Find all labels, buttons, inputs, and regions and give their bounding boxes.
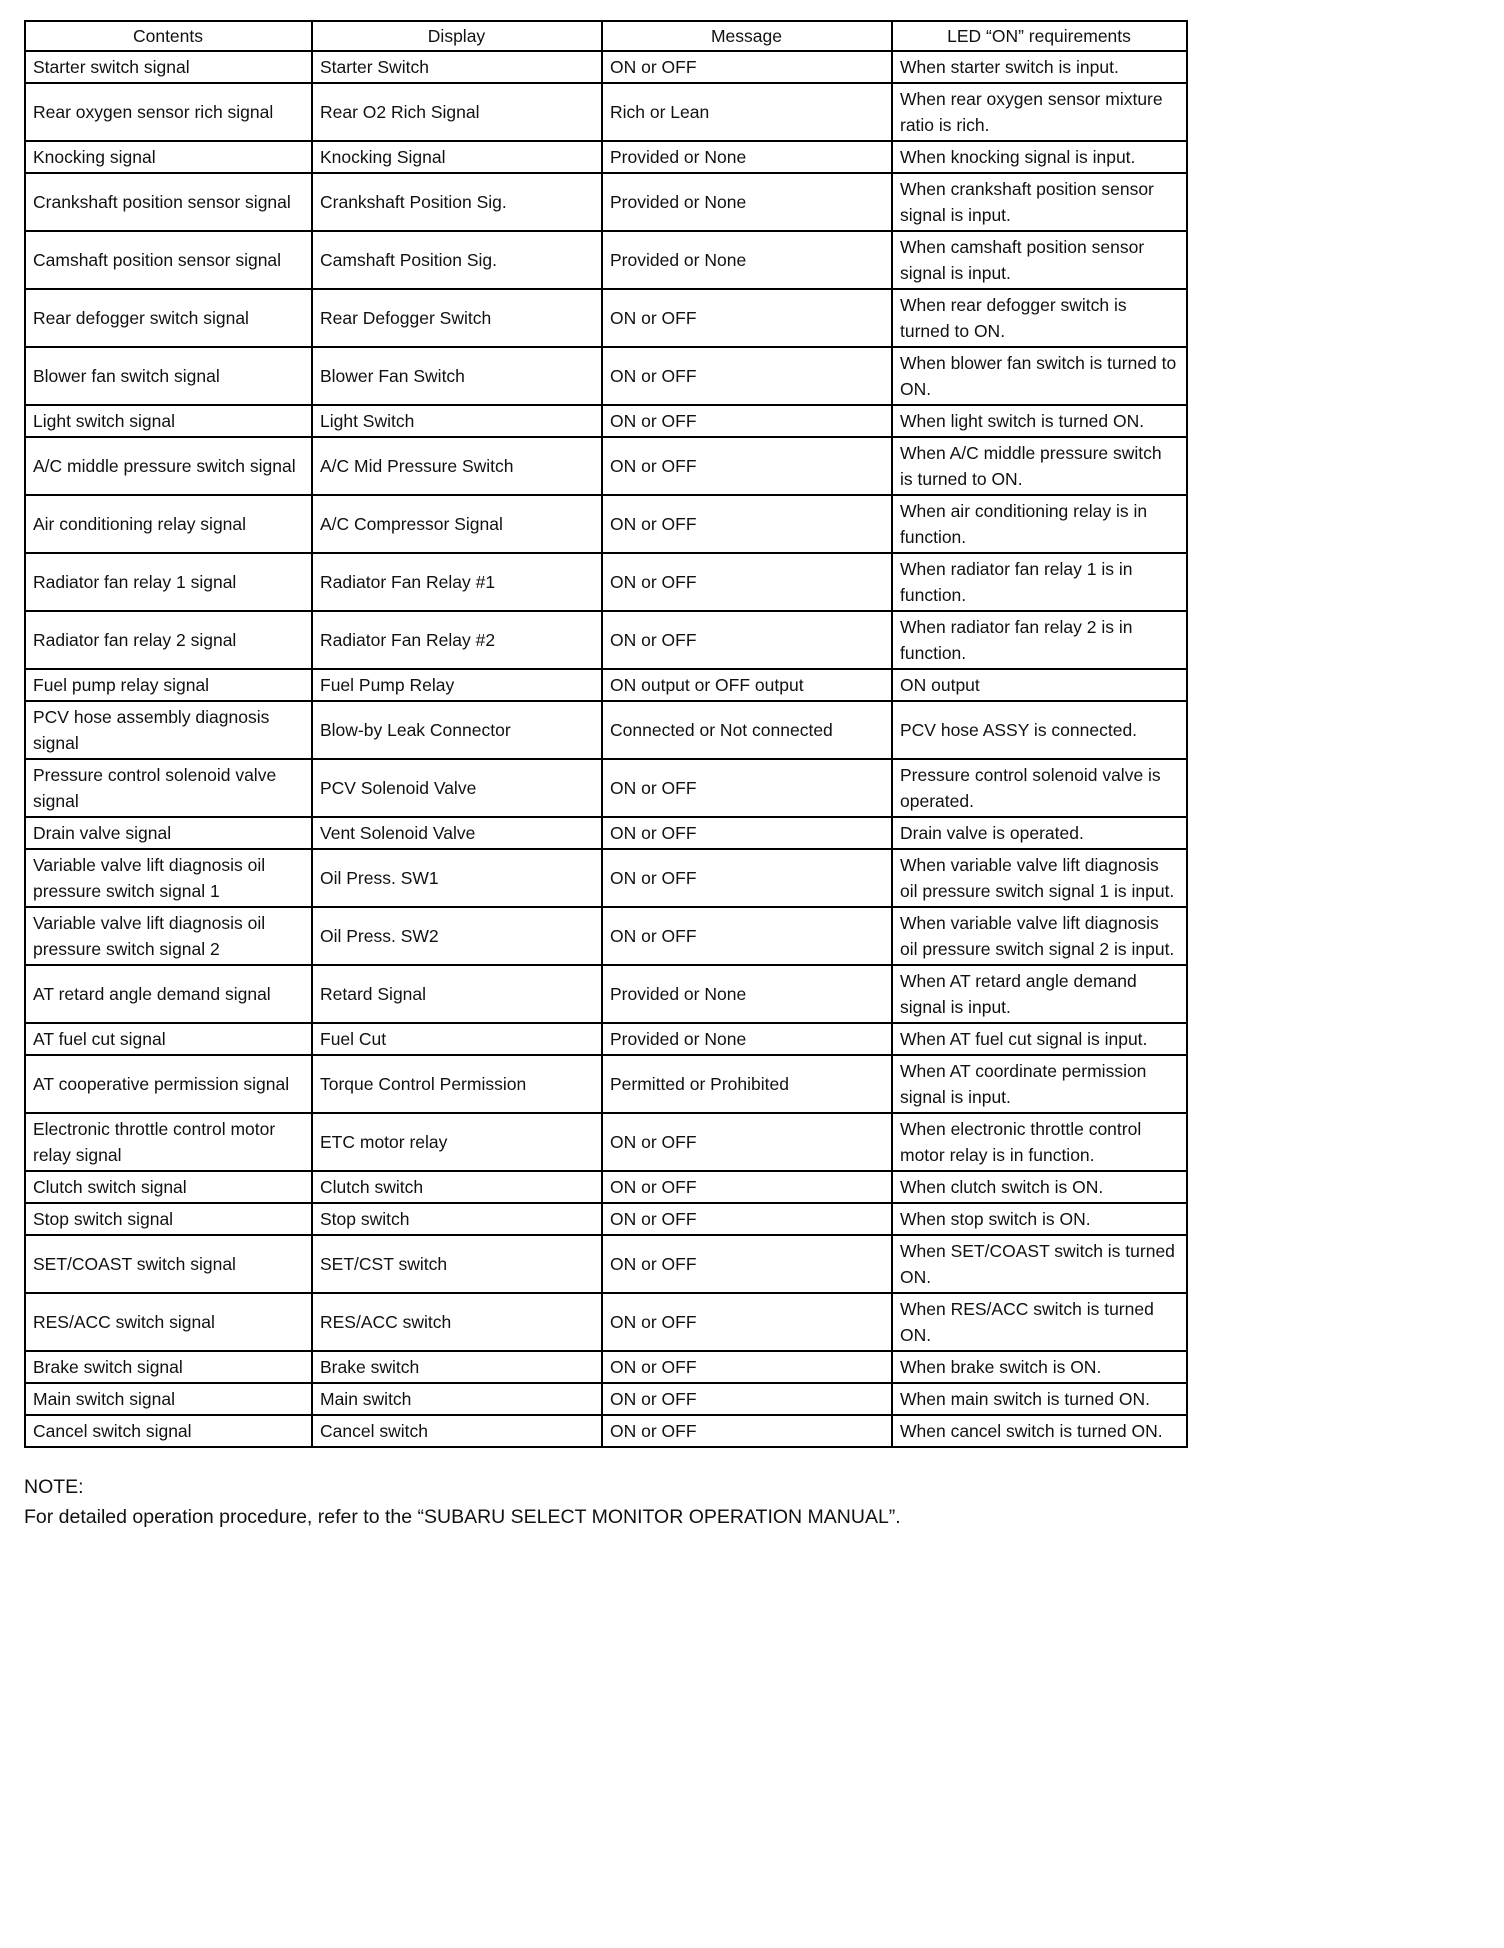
cell-contents: SET/COAST switch signal xyxy=(25,1235,312,1293)
cell-display: Fuel Cut xyxy=(312,1023,602,1055)
cell-display: Starter Switch xyxy=(312,51,602,83)
cell-message: ON or OFF xyxy=(602,1235,892,1293)
cell-led: When blower fan switch is turned to ON. xyxy=(892,347,1187,405)
cell-led: When cancel switch is turned ON. xyxy=(892,1415,1187,1447)
note-text: For detailed operation procedure, refer to the “SUBARU SELECT MONITOR OPERATION MANUAL”. xyxy=(24,1506,901,1528)
cell-led: Pressure control solenoid valve is operated. xyxy=(892,759,1187,817)
cell-display: Rear Defogger Switch xyxy=(312,289,602,347)
cell-contents: Camshaft position sensor signal xyxy=(25,231,312,289)
table-header-row xyxy=(25,21,1187,51)
cell-display: Radiator Fan Relay #2 xyxy=(312,611,602,669)
note-block xyxy=(24,1472,1504,1532)
cell-led: When rear oxygen sensor mixture ratio is rich. xyxy=(892,83,1187,141)
cell-led: When brake switch is ON. xyxy=(892,1351,1187,1383)
cell-display: Fuel Pump Relay xyxy=(312,669,602,701)
table-row xyxy=(25,1055,1187,1113)
cell-display: RES/ACC switch xyxy=(312,1293,602,1351)
cell-display: Clutch switch xyxy=(312,1171,602,1203)
cell-led: When AT fuel cut signal is input. xyxy=(892,1023,1187,1055)
cell-message: Provided or None xyxy=(602,1023,892,1055)
table-row xyxy=(25,611,1187,669)
cell-message: Provided or None xyxy=(602,173,892,231)
cell-contents: A/C middle pressure switch signal xyxy=(25,437,312,495)
table-row xyxy=(25,1203,1187,1235)
cell-led: When starter switch is input. xyxy=(892,51,1187,83)
table-row xyxy=(25,83,1187,141)
table-row xyxy=(25,437,1187,495)
cell-contents: Cancel switch signal xyxy=(25,1415,312,1447)
cell-message: ON or OFF xyxy=(602,495,892,553)
cell-led: When clutch switch is ON. xyxy=(892,1171,1187,1203)
cell-display: Blow-by Leak Connector xyxy=(312,701,602,759)
cell-contents: Air conditioning relay signal xyxy=(25,495,312,553)
cell-display: A/C Mid Pressure Switch xyxy=(312,437,602,495)
cell-display: Cancel switch xyxy=(312,1415,602,1447)
cell-message: ON or OFF xyxy=(602,51,892,83)
cell-led: When variable valve lift diagnosis oil pressure switch signal 2 is input. xyxy=(892,907,1187,965)
cell-message: ON or OFF xyxy=(602,907,892,965)
table-row xyxy=(25,849,1187,907)
table-row xyxy=(25,405,1187,437)
cell-message: Connected or Not connected xyxy=(602,701,892,759)
table-row xyxy=(25,495,1187,553)
cell-contents: Fuel pump relay signal xyxy=(25,669,312,701)
cell-display: Main switch xyxy=(312,1383,602,1415)
cell-message: ON or OFF xyxy=(602,1113,892,1171)
column-header-display: Display xyxy=(312,21,602,51)
column-header-led: LED “ON” requirements xyxy=(892,21,1187,51)
cell-led: When AT coordinate permission signal is input. xyxy=(892,1055,1187,1113)
cell-led: When A/C middle pressure switch is turned to ON. xyxy=(892,437,1187,495)
cell-display: ETC motor relay xyxy=(312,1113,602,1171)
cell-display: Torque Control Permission xyxy=(312,1055,602,1113)
cell-message: ON or OFF xyxy=(602,1351,892,1383)
table-row xyxy=(25,669,1187,701)
cell-contents: Rear oxygen sensor rich signal xyxy=(25,83,312,141)
cell-display: Stop switch xyxy=(312,1203,602,1235)
cell-message: ON or OFF xyxy=(602,289,892,347)
cell-led: When electronic throttle control motor relay is in function. xyxy=(892,1113,1187,1171)
table-row xyxy=(25,965,1187,1023)
note-label: NOTE: xyxy=(24,1476,84,1498)
cell-led: When light switch is turned ON. xyxy=(892,405,1187,437)
cell-contents: Rear defogger switch signal xyxy=(25,289,312,347)
cell-message: ON or OFF xyxy=(602,611,892,669)
cell-contents: AT fuel cut signal xyxy=(25,1023,312,1055)
table-row xyxy=(25,907,1187,965)
cell-contents: PCV hose assembly diagnosis signal xyxy=(25,701,312,759)
cell-contents: AT cooperative permission signal xyxy=(25,1055,312,1113)
cell-contents: Variable valve lift diagnosis oil pressure switch signal 2 xyxy=(25,907,312,965)
column-header-message: Message xyxy=(602,21,892,51)
cell-message: ON or OFF xyxy=(602,1415,892,1447)
table-row xyxy=(25,1351,1187,1383)
cell-contents: Knocking signal xyxy=(25,141,312,173)
table-row xyxy=(25,231,1187,289)
cell-display: PCV Solenoid Valve xyxy=(312,759,602,817)
cell-message: Permitted or Prohibited xyxy=(602,1055,892,1113)
cell-led: PCV hose ASSY is connected. xyxy=(892,701,1187,759)
table-row xyxy=(25,817,1187,849)
cell-message: ON or OFF xyxy=(602,1171,892,1203)
cell-message: Rich or Lean xyxy=(602,83,892,141)
cell-message: Provided or None xyxy=(602,231,892,289)
table-row xyxy=(25,173,1187,231)
cell-led: When radiator fan relay 1 is in function. xyxy=(892,553,1187,611)
cell-contents: Stop switch signal xyxy=(25,1203,312,1235)
cell-led: When RES/ACC switch is turned ON. xyxy=(892,1293,1187,1351)
cell-message: Provided or None xyxy=(602,141,892,173)
cell-contents: Crankshaft position sensor signal xyxy=(25,173,312,231)
cell-display: A/C Compressor Signal xyxy=(312,495,602,553)
cell-led: When knocking signal is input. xyxy=(892,141,1187,173)
cell-message: ON or OFF xyxy=(602,817,892,849)
cell-contents: Light switch signal xyxy=(25,405,312,437)
cell-display: Crankshaft Position Sig. xyxy=(312,173,602,231)
column-header-contents: Contents xyxy=(25,21,312,51)
cell-led: When crankshaft position sensor signal is input. xyxy=(892,173,1187,231)
cell-led: When AT retard angle demand signal is input. xyxy=(892,965,1187,1023)
cell-message: ON output or OFF output xyxy=(602,669,892,701)
table-row xyxy=(25,1293,1187,1351)
table-row xyxy=(25,347,1187,405)
cell-message: ON or OFF xyxy=(602,553,892,611)
cell-message: ON or OFF xyxy=(602,1203,892,1235)
cell-message: ON or OFF xyxy=(602,1383,892,1415)
table-row xyxy=(25,1023,1187,1055)
table-row xyxy=(25,759,1187,817)
cell-contents: Drain valve signal xyxy=(25,817,312,849)
cell-contents: RES/ACC switch signal xyxy=(25,1293,312,1351)
cell-message: ON or OFF xyxy=(602,759,892,817)
cell-led: When SET/COAST switch is turned ON. xyxy=(892,1235,1187,1293)
cell-led: When rear defogger switch is turned to ON. xyxy=(892,289,1187,347)
cell-contents: Radiator fan relay 2 signal xyxy=(25,611,312,669)
table-row xyxy=(25,553,1187,611)
cell-message: ON or OFF xyxy=(602,347,892,405)
cell-display: Retard Signal xyxy=(312,965,602,1023)
table-row xyxy=(25,1383,1187,1415)
cell-contents: AT retard angle demand signal xyxy=(25,965,312,1023)
cell-led: ON output xyxy=(892,669,1187,701)
cell-message: ON or OFF xyxy=(602,849,892,907)
cell-display: Knocking Signal xyxy=(312,141,602,173)
table-row xyxy=(25,1235,1187,1293)
cell-led: Drain valve is operated. xyxy=(892,817,1187,849)
cell-display: Vent Solenoid Valve xyxy=(312,817,602,849)
cell-led: When variable valve lift diagnosis oil pressure switch signal 1 is input. xyxy=(892,849,1187,907)
cell-contents: Electronic throttle control motor relay signal xyxy=(25,1113,312,1171)
signal-monitor-table xyxy=(24,20,1188,1448)
table-row xyxy=(25,289,1187,347)
cell-message: Provided or None xyxy=(602,965,892,1023)
table-row xyxy=(25,1171,1187,1203)
cell-led: When air conditioning relay is in function. xyxy=(892,495,1187,553)
cell-contents: Starter switch signal xyxy=(25,51,312,83)
cell-contents: Variable valve lift diagnosis oil pressure switch signal 1 xyxy=(25,849,312,907)
cell-message: ON or OFF xyxy=(602,405,892,437)
cell-message: ON or OFF xyxy=(602,437,892,495)
cell-message: ON or OFF xyxy=(602,1293,892,1351)
table-row xyxy=(25,701,1187,759)
cell-contents: Radiator fan relay 1 signal xyxy=(25,553,312,611)
cell-led: When main switch is turned ON. xyxy=(892,1383,1187,1415)
table-row xyxy=(25,51,1187,83)
cell-contents: Main switch signal xyxy=(25,1383,312,1415)
cell-display: Oil Press. SW1 xyxy=(312,849,602,907)
cell-display: Radiator Fan Relay #1 xyxy=(312,553,602,611)
cell-display: Blower Fan Switch xyxy=(312,347,602,405)
cell-led: When stop switch is ON. xyxy=(892,1203,1187,1235)
cell-led: When radiator fan relay 2 is in function. xyxy=(892,611,1187,669)
cell-display: Light Switch xyxy=(312,405,602,437)
cell-display: Brake switch xyxy=(312,1351,602,1383)
cell-contents: Brake switch signal xyxy=(25,1351,312,1383)
table-row xyxy=(25,1415,1187,1447)
table-row xyxy=(25,1113,1187,1171)
cell-display: Camshaft Position Sig. xyxy=(312,231,602,289)
cell-contents: Clutch switch signal xyxy=(25,1171,312,1203)
cell-led: When camshaft position sensor signal is input. xyxy=(892,231,1187,289)
cell-contents: Blower fan switch signal xyxy=(25,347,312,405)
cell-display: Oil Press. SW2 xyxy=(312,907,602,965)
cell-display: Rear O2 Rich Signal xyxy=(312,83,602,141)
cell-display: SET/CST switch xyxy=(312,1235,602,1293)
table-row xyxy=(25,141,1187,173)
cell-contents: Pressure control solenoid valve signal xyxy=(25,759,312,817)
